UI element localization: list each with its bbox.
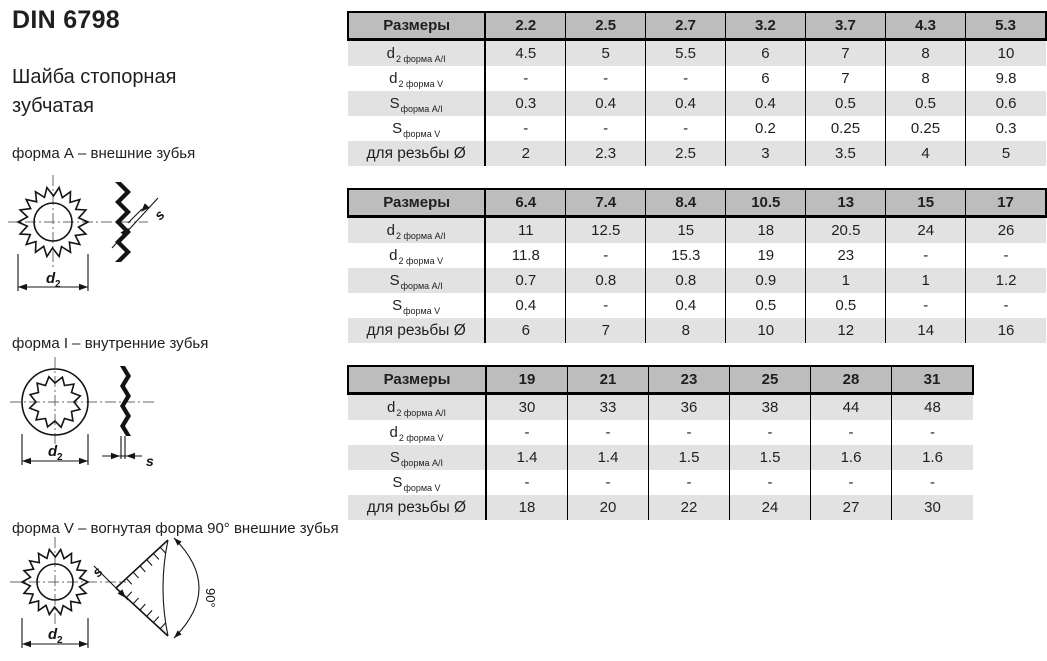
value-cell: 0.5 [885,91,965,116]
value-cell: 0.3 [485,91,565,116]
size-header-cell: 2.5 [566,12,646,40]
value-cell: - [892,420,974,445]
value-cell: 15 [646,217,726,244]
value-cell: 2 [485,141,565,166]
size-header-cell: 25 [730,366,811,394]
value-cell: 30 [892,495,974,520]
row-label [348,91,485,116]
row-label-main: S [392,474,403,491]
table-row [348,217,1046,244]
value-cell: 14 [886,318,966,343]
value-cell: 0.5 [806,293,886,318]
value-cell: 22 [649,495,730,520]
page-subtitle-line2: зубчатая [12,95,94,117]
value-cell: 1.6 [811,445,892,470]
size-header-cell: 2.2 [485,12,565,40]
figure-form-a [8,166,338,306]
size-header-cell: 3.7 [805,12,885,40]
value-cell: 19 [726,243,806,268]
value-cell: - [886,293,966,318]
table-row [348,66,1046,91]
value-cell: 8 [646,318,726,343]
row-label-main: S [392,297,403,314]
value-cell: 0.25 [885,116,965,141]
row-label-main: d [389,247,398,264]
s-thickness-label-i: s [146,453,154,469]
d2-dimension-sub-a: 2 [55,279,61,290]
size-header-cell: 3.2 [726,12,806,40]
value-cell: - [730,420,811,445]
d2-dimension-sub-i: 2 [57,452,63,463]
value-cell: - [566,66,646,91]
value-cell: - [566,116,646,141]
value-cell: 10 [726,318,806,343]
value-cell: 1 [806,268,886,293]
value-cell: - [646,66,726,91]
table-header-label: Размеры [348,189,485,217]
table-row [348,91,1046,116]
row-label [348,243,485,268]
value-cell: 18 [486,495,568,520]
size-header-cell: 4.3 [885,12,965,40]
value-cell: 1.4 [568,445,649,470]
angle-90-label: 90° [203,588,218,608]
value-cell: - [892,470,974,495]
value-cell: 0.5 [726,293,806,318]
value-cell: 0.4 [726,91,806,116]
value-cell: 18 [726,217,806,244]
figure-form-v [8,536,338,658]
value-cell: - [566,243,646,268]
dimension-table [347,188,1047,343]
value-cell: - [811,470,892,495]
value-cell: 27 [811,495,892,520]
value-cell: 3 [726,141,806,166]
row-label-main: S [392,120,403,137]
value-cell: - [966,243,1046,268]
size-header-cell: 8.4 [646,189,726,217]
row-label-subscript: 2 форма V [398,255,444,266]
value-cell: 5 [966,141,1046,166]
value-cell: 20.5 [806,217,886,244]
row-label-main: для резьбы Ø [366,498,467,516]
value-cell: 48 [892,394,974,421]
row-label-main: S [389,272,400,289]
row-label [348,66,485,91]
dimension-table [347,11,1047,166]
value-cell: 8 [885,66,965,91]
size-table-3 [347,365,974,520]
value-cell: 5.5 [646,40,726,67]
size-header-cell: 13 [806,189,886,217]
value-cell: 0.8 [646,268,726,293]
size-table-1 [347,11,1047,166]
value-cell: 12 [806,318,886,343]
table-row [348,445,973,470]
table-row [348,40,1046,67]
table-row [348,394,973,421]
size-header-cell: 28 [811,366,892,394]
row-label-main: для резьбы Ø [366,321,466,339]
d2-dimension-sub-v: 2 [57,635,63,646]
value-cell: - [568,470,649,495]
row-label [348,495,486,520]
value-cell: 10 [966,40,1046,67]
value-cell: 7 [805,66,885,91]
row-label-main: S [389,449,400,466]
value-cell: 0.9 [726,268,806,293]
row-label-subscript: 2 форма A/I [396,407,446,418]
value-cell: 15.3 [646,243,726,268]
value-cell: - [485,66,565,91]
value-cell: 30 [486,394,568,421]
value-cell: - [486,470,568,495]
value-cell: - [649,420,730,445]
value-cell: - [568,420,649,445]
figure-label-form-i: форма I – внутренние зубья [12,335,209,352]
row-label-main: d [389,424,398,441]
value-cell: 24 [730,495,811,520]
value-cell: 20 [568,495,649,520]
size-table-2 [347,188,1047,343]
value-cell: 0.8 [566,268,646,293]
row-label-subscript: 2 форма A/I [395,230,446,241]
figure-label-form-a: форма А – внешние зубья [12,145,196,162]
row-label-subscript: 2 форма V [398,432,444,443]
value-cell: 44 [811,394,892,421]
row-label-subscript: 2 форма V [398,78,444,89]
size-header-cell: 10.5 [726,189,806,217]
dimension-table [347,365,974,520]
row-label [348,445,486,470]
form-i-drawing [10,357,156,465]
value-cell: 4 [885,141,965,166]
table-row [348,141,1046,166]
row-label-subscript: форма A/I [400,280,443,291]
value-cell: 1.5 [730,445,811,470]
value-cell: - [966,293,1046,318]
value-cell: 2.5 [646,141,726,166]
table-header-row [348,189,1046,217]
value-cell: 12.5 [566,217,646,244]
row-label [348,394,486,421]
size-header-cell: 31 [892,366,974,394]
row-label-subscript: форма A/I [400,103,443,114]
row-label-subscript: форма A/I [400,457,444,468]
row-label-main: d [386,222,395,239]
d2-dimension-label-v: d [48,626,58,643]
value-cell: 38 [730,394,811,421]
value-cell: 7 [566,318,646,343]
value-cell: - [649,470,730,495]
table-row [348,293,1046,318]
value-cell: 11.8 [485,243,566,268]
row-label [348,293,485,318]
page-subtitle-line1: Шайба стопорная [12,66,177,88]
row-label-main: d [387,399,396,416]
table-row [348,420,973,445]
size-header-cell: 15 [886,189,966,217]
table-header-label: Размеры [348,366,486,394]
value-cell: 5 [566,40,646,67]
size-header-cell: 23 [649,366,730,394]
row-label [348,318,485,343]
table-row [348,243,1046,268]
value-cell: - [886,243,966,268]
row-label-subscript: 2 форма A/I [396,53,446,64]
d2-dimension-label-i: d [48,443,58,460]
value-cell: 6 [726,40,806,67]
d2-dimension-label-a: d [46,270,56,287]
value-cell: 0.4 [485,293,566,318]
table-header-row [348,12,1046,40]
row-label [348,141,485,166]
row-label [348,420,486,445]
value-cell: 9.8 [966,66,1046,91]
value-cell: 33 [568,394,649,421]
value-cell: 16 [966,318,1046,343]
value-cell: 0.4 [566,91,646,116]
value-cell: 23 [806,243,886,268]
value-cell: 8 [885,40,965,67]
form-a-drawing [8,175,158,291]
size-header-cell: 5.3 [966,12,1046,40]
value-cell: - [566,293,646,318]
table-row [348,318,1046,343]
row-label-subscript: форма V [403,305,441,316]
size-header-cell: 21 [568,366,649,394]
value-cell: 7 [805,40,885,67]
value-cell: 26 [966,217,1046,244]
value-cell: 0.3 [966,116,1046,141]
value-cell: 0.2 [726,116,806,141]
row-label-subscript: форма V [403,128,441,139]
value-cell: 36 [649,394,730,421]
value-cell: 0.25 [805,116,885,141]
value-cell: 1.5 [649,445,730,470]
value-cell: - [486,420,568,445]
size-header-cell: 17 [966,189,1046,217]
value-cell: 4.5 [485,40,565,67]
row-label [348,268,485,293]
row-label-main: d [386,45,395,62]
figure-form-i [8,356,338,474]
value-cell: 1.2 [966,268,1046,293]
row-label-main: для резьбы Ø [366,144,466,162]
row-label-main: d [389,70,398,87]
value-cell: 0.4 [646,91,726,116]
size-header-cell: 6.4 [485,189,566,217]
size-header-cell: 7.4 [566,189,646,217]
value-cell: 0.4 [646,293,726,318]
table-row [348,116,1046,141]
s-thickness-label-a: s [150,206,168,224]
value-cell: 0.7 [485,268,566,293]
value-cell: - [646,116,726,141]
value-cell: 1 [886,268,966,293]
value-cell: 1.4 [486,445,568,470]
row-label-main: S [389,95,400,112]
row-label [348,470,486,495]
table-row [348,495,973,520]
value-cell: 0.6 [966,91,1046,116]
value-cell: 3.5 [805,141,885,166]
page-title: DIN 6798 [12,6,121,34]
value-cell: 1.6 [892,445,974,470]
row-label-subscript: форма V [403,482,441,493]
value-cell: - [811,420,892,445]
row-label [348,40,485,67]
value-cell: 6 [726,66,806,91]
table-header-label: Размеры [348,12,485,40]
row-label [348,217,485,244]
value-cell: - [485,116,565,141]
size-header-cell: 2.7 [646,12,726,40]
row-label [348,116,485,141]
value-cell: 0.5 [805,91,885,116]
table-row [348,470,973,495]
value-cell: 6 [485,318,566,343]
size-header-cell: 19 [486,366,568,394]
table-row [348,268,1046,293]
s-thickness-label-v: s [88,563,106,581]
value-cell: 11 [485,217,566,244]
form-v-drawing [10,537,199,648]
value-cell: - [730,470,811,495]
value-cell: 2.3 [566,141,646,166]
figure-label-form-v: форма V – вогнутая форма 90° внешние зубья [12,520,339,537]
table-header-row [348,366,973,394]
value-cell: 24 [886,217,966,244]
